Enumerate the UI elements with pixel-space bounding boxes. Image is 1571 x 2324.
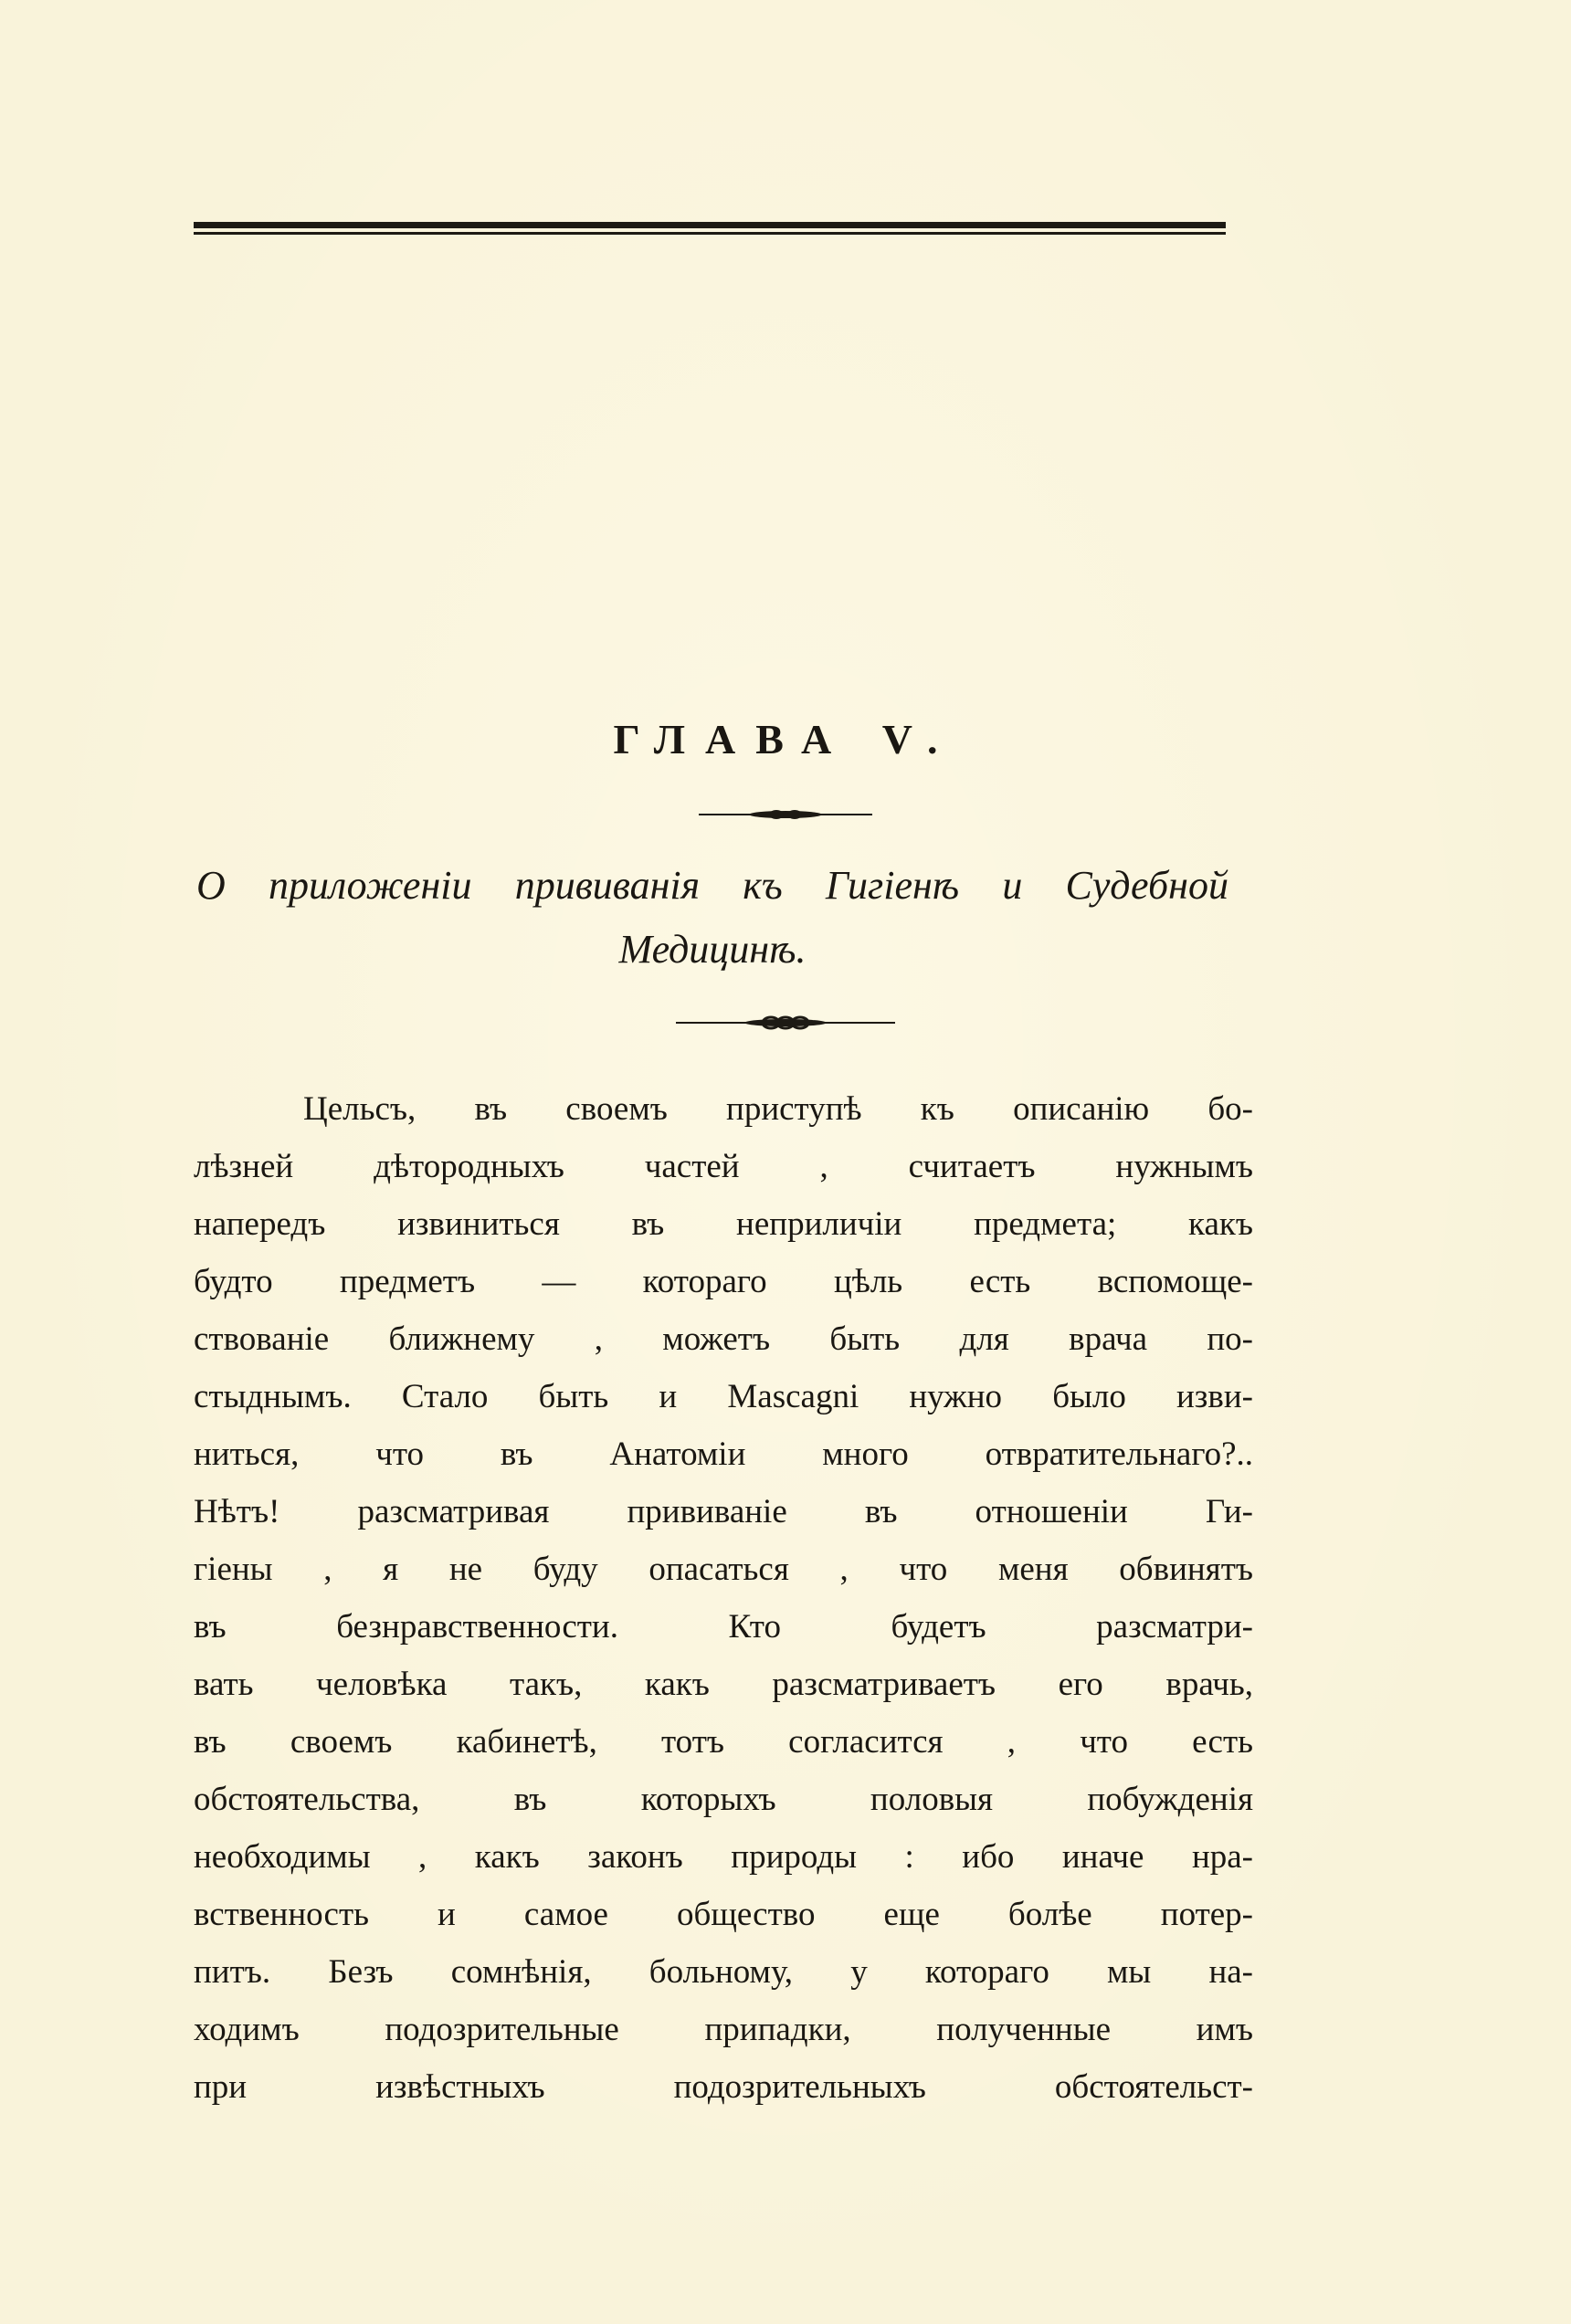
chapter-title	[192, 854, 1233, 982]
body-line: питъ. Безъ сомнѣнiя, больному, у котораго мы на-	[194, 1953, 1253, 1991]
chapter-title-word: Судебной	[1065, 863, 1228, 908]
body-line: въ своемъ кабинетѣ, тотъ согласится , что есть	[194, 1723, 1253, 1761]
chapter-title-word: О	[196, 863, 226, 908]
header-double-rule	[194, 222, 1226, 237]
body-line: въ безнравственности. Кто будетъ разсматри-	[194, 1608, 1253, 1646]
body-line: необходимы , какъ законъ природы : ибо иначе нра-	[194, 1838, 1253, 1876]
body-line: вать человѣка такъ, какъ разсматриваетъ его врачь,	[194, 1666, 1253, 1703]
header-rule-thick	[194, 222, 1226, 228]
chapter-heading: ГЛАВА V.	[613, 716, 958, 762]
title-ornament-rule	[0, 1014, 1571, 1032]
body-line: ниться, что въ Анатомiи много отвратительнаго?..	[194, 1435, 1253, 1473]
body-line: Цельсъ, въ своемъ приступѣ къ описанiю бо-	[303, 1090, 1253, 1128]
chapter-title-word: и	[1002, 863, 1023, 908]
chapter-title-line-2: Медицинѣ.	[618, 927, 807, 972]
body-line: при извѣстныхъ подозрительныхъ обстоятельст-	[194, 2068, 1253, 2106]
chapter-title-line-1	[196, 854, 1228, 918]
header-rule-thin	[194, 232, 1226, 235]
body-line: вственность и самое общество еще болѣе потер-	[194, 1896, 1253, 1933]
chapter-title-word: къ	[743, 863, 783, 908]
body-line: ходимъ подозрительные припадки, полученные имъ	[194, 2011, 1253, 2048]
body-line: напередъ извиниться въ неприличiи предмета; какъ	[194, 1205, 1253, 1243]
chapter-title-word: прививанiя	[514, 863, 701, 908]
chapter-title-word: приложенiи	[268, 863, 472, 908]
body-line: ствованiе ближнему , можетъ быть для врача по-	[194, 1320, 1253, 1358]
body-line: стыднымъ. Стало быть и Mascagni нужно было изви-	[194, 1378, 1253, 1415]
body-line: будто предметъ — котораго цѣль есть вспомоще-	[194, 1263, 1253, 1300]
body-line: обстоятельства, въ которыхъ половыя побужденiя	[194, 1781, 1253, 1818]
heading-ornament-rule	[0, 805, 1571, 824]
chapter-title-word: Гигiенѣ	[825, 863, 960, 908]
body-line: гiены , я не буду опасаться , что меня обвинятъ	[194, 1551, 1253, 1588]
body-paragraph	[194, 1080, 1253, 2116]
body-line: Нѣтъ! разсматривая прививанiе въ отношенiи Ги-	[194, 1493, 1253, 1530]
body-line: лѣзней дѣтородныхъ частей , считаетъ нужнымъ	[194, 1148, 1253, 1185]
